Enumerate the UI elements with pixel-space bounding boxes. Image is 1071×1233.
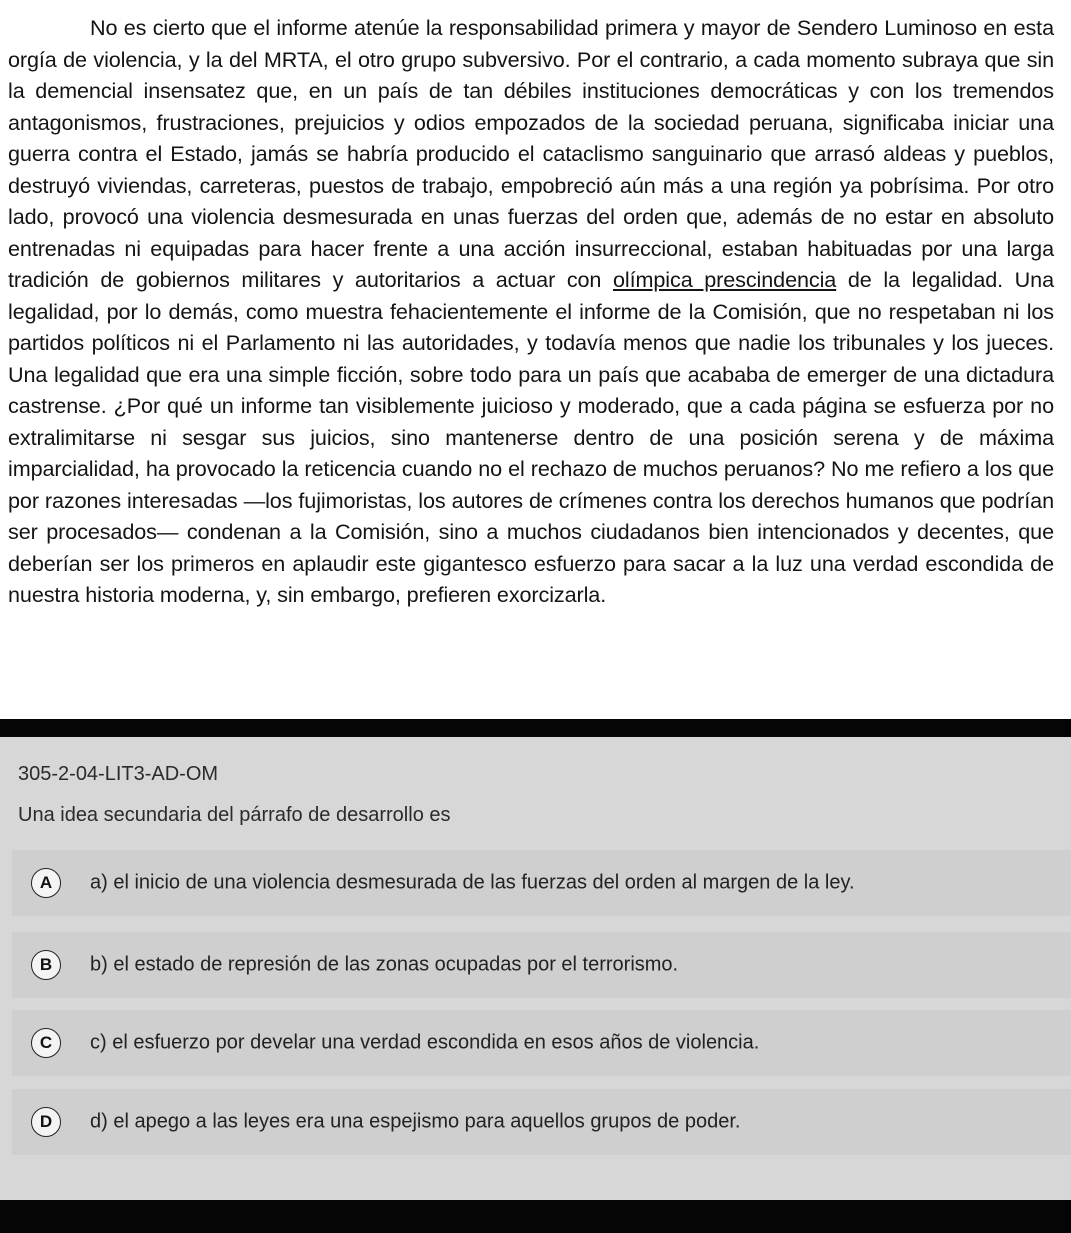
option-letter-badge-c[interactable]: C <box>31 1028 61 1058</box>
question-prompt: Una idea secundaria del párrafo de desarrollo es <box>18 804 451 826</box>
passage-underlined-phrase: olímpica prescindencia <box>613 267 837 292</box>
passage-paragraph <box>8 12 1054 611</box>
passage-text-part1: No es cierto que el informe atenúe la responsabilidad primera y mayor de Sendero Luminoso en esta orgía de violencia, y la del MRTA, el otro grupo subversivo. Por el contrario, a cada momento subraya que sin la demencial insensatez que, en un país de tan débiles instituciones democráticas y con los tremendos antagonismos, frustraciones, prejuicios y odios empozados de la sociedad peruana, significaba iniciar una guerra contra el Estado, jamás se habría producido el cataclismo sanguinario que arrasó aldeas y pueblos, destruyó viviendas, carreteras, puestos de trabajo, empobreció aún más a una región ya pobrísima. Por otro lado, provocó una violencia desmesurada en unas fuerzas del orden que, además de no estar en absoluto entrenadas ni equipadas para hacer frente a una acción insurreccional, estaban habituadas por una larga tradición de gobiernos militares y autoritarios a actuar con <box>8 15 1054 292</box>
option-text-c: c) el esfuerzo por develar una verdad escondida en esos años de violencia. <box>90 1031 760 1054</box>
answer-option-b[interactable] <box>12 932 1071 998</box>
answer-option-c[interactable] <box>12 1010 1071 1076</box>
question-code: 305-2-04-LIT3-AD-OM <box>18 763 219 785</box>
option-text-d: d) el apego a las leyes era una espejismo para aquellos grupos de poder. <box>90 1110 741 1133</box>
option-text-a: a) el inicio de una violencia desmesurada de las fuerzas del orden al margen de la ley. <box>90 871 855 894</box>
bottom-divider-bar <box>0 1200 1071 1233</box>
option-letter-badge-a[interactable]: A <box>31 868 61 898</box>
top-divider-bar <box>0 719 1071 737</box>
passage-text-part2: de la legalidad. Una legalidad, por lo demás, como muestra fehacientemente el informe de la Comisión, que no respetaban ni los partidos políticos ni el Parlamento ni las autoridades, y todavía menos que nadie los tribunales y los jueces. Una legalidad que era una simple ficción, sobre todo para un país que acababa de emerger de una dictadura castrense. ¿Por qué un informe tan visiblemente juicioso y moderado, que a cada página se esfuerza por no extralimitarse ni sesgar sus juicios, sino mantenerse dentro de una posición serena y de máxima imparcialidad, ha provocado la reticencia cuando no el rechazo de muchos peruanos? No me refiero a los que por razones interesadas —los fujimoristas, los autores de crímenes contra los derechos humanos que podrían ser procesados— condenan a la Comisión, sino a muchos ciudadanos bien intencionados y decentes, que deberían ser los primeros en aplaudir este gigantesco esfuerzo para sacar a la luz una verdad escondida de nuestra historia moderna, y, sin embargo, prefieren exorcizarla. <box>8 267 1054 607</box>
option-letter-badge-d[interactable]: D <box>31 1107 61 1137</box>
answer-option-d[interactable] <box>12 1089 1071 1155</box>
option-text-b: b) el estado de represión de las zonas ocupadas por el terrorismo. <box>90 953 679 976</box>
reading-passage <box>8 12 1054 712</box>
answer-option-a[interactable] <box>12 850 1071 916</box>
question-panel <box>0 737 1071 1200</box>
option-letter-badge-b[interactable]: B <box>31 950 61 980</box>
